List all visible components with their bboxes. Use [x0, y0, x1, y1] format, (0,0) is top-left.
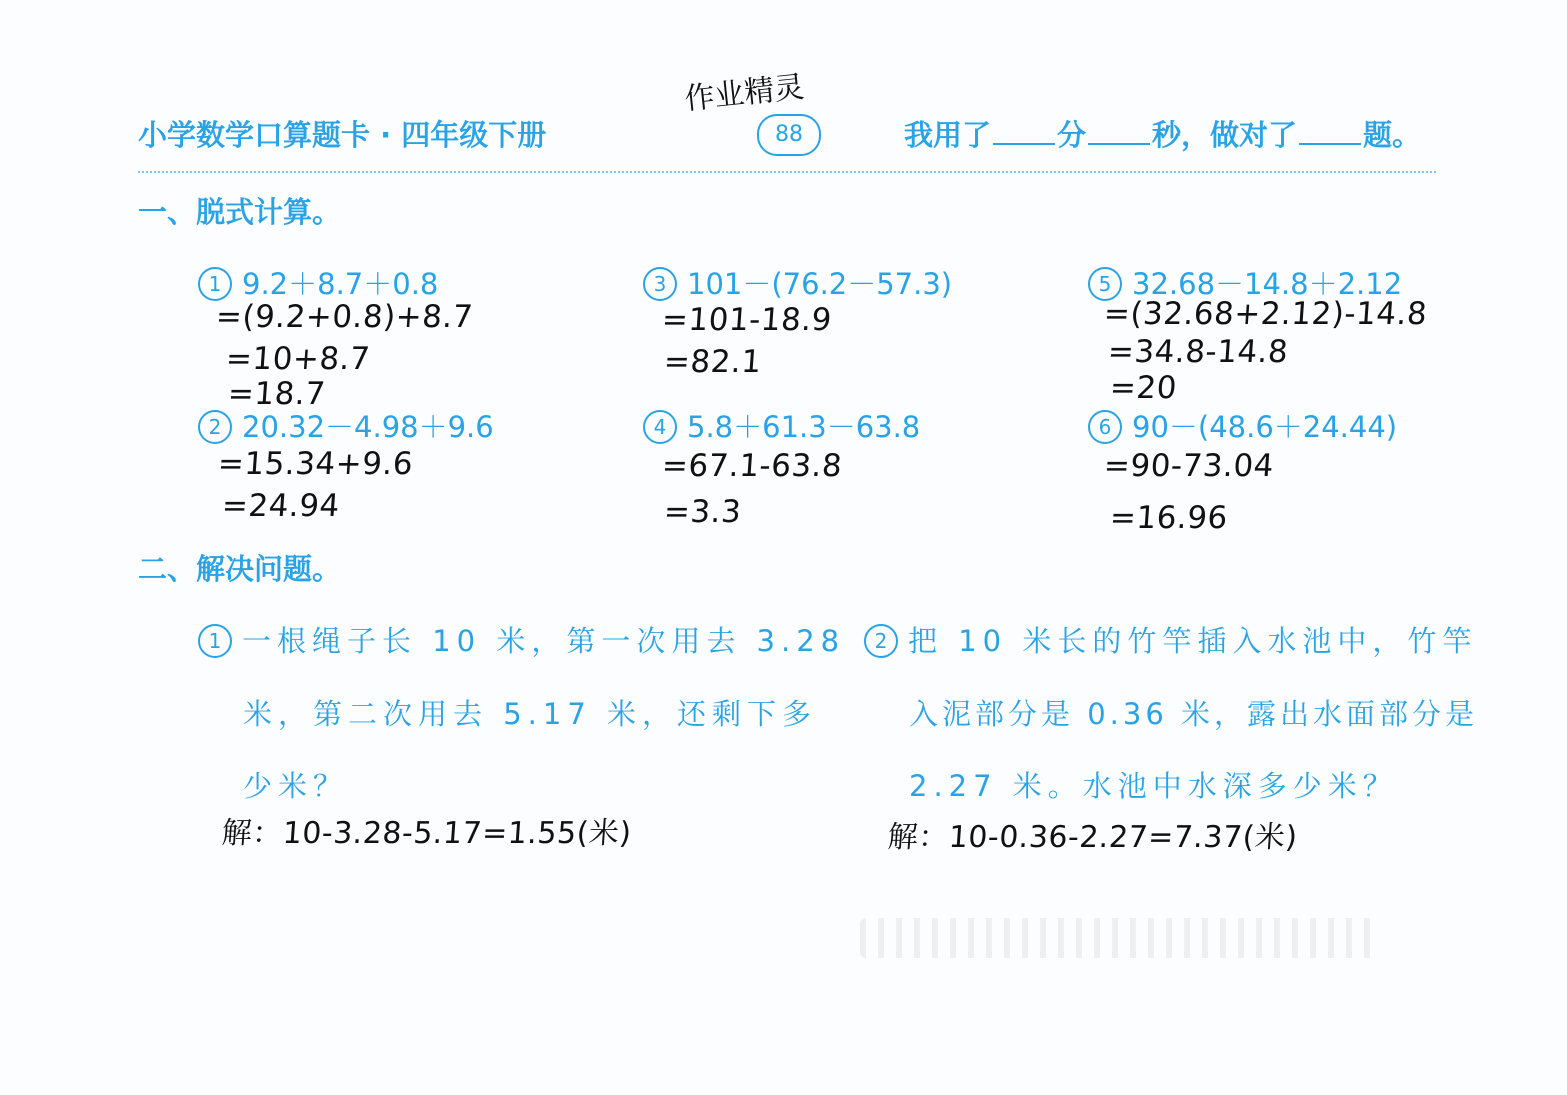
calc-problem-4: [643, 405, 920, 446]
handwritten-step: =82.1: [662, 344, 763, 380]
page-title: 小学数学口算题卡 · 四年级下册: [138, 118, 547, 152]
score-text-3: 秒，做对了: [1152, 118, 1298, 152]
handwritten-step: =15.34+9.6: [216, 446, 415, 482]
calc-problem-6: [1088, 405, 1397, 446]
section2-heading: 二、解决问题。: [138, 552, 342, 586]
problem-number: 5: [1088, 267, 1122, 301]
problem-expression: 9.2＋8.7＋0.8: [242, 267, 439, 301]
word-problem-2-line-1: [864, 619, 1477, 660]
word-problem-1-line-3: 少米？: [243, 769, 349, 803]
problem-text: 把 10 米长的竹竿插入水池中，竹竿: [908, 624, 1478, 658]
page-number-badge: 88: [757, 114, 821, 156]
handwritten-step: =101-18.9: [660, 302, 834, 338]
score-text-2: 分: [1057, 118, 1087, 152]
correct-count-blank: [1299, 119, 1361, 145]
score-text-1: 我用了: [904, 118, 992, 152]
score-line: [904, 113, 1421, 154]
word-problem-2-line-2: 入泥部分是 0.36 米，露出水面部分是: [909, 697, 1479, 731]
word-problem-1-line-2: 米，第二次用去 5.17 米，还剩下多: [243, 697, 818, 731]
minutes-blank: [993, 119, 1055, 145]
problem-expression: 32.68－14.8＋2.12: [1132, 267, 1403, 301]
handwritten-answer-2: 解：10-0.36-2.27=7.37(米): [886, 820, 1299, 855]
calc-problem-2: [198, 405, 494, 446]
seconds-blank: [1088, 119, 1150, 145]
handwritten-step: =24.94: [220, 488, 341, 524]
header-divider: [138, 171, 1436, 173]
problem-number: 2: [198, 410, 232, 444]
handwritten-step: =67.1-63.8: [660, 448, 844, 484]
problem-number: 3: [643, 267, 677, 301]
calc-problem-3: [643, 262, 952, 303]
problem-number: 2: [864, 624, 898, 658]
handwritten-step: =16.96: [1108, 500, 1229, 536]
handwritten-step: =34.8-14.8: [1106, 334, 1290, 370]
handwritten-step: =3.3: [662, 494, 743, 530]
handwritten-step: =18.7: [226, 376, 327, 412]
problem-number: 6: [1088, 410, 1122, 444]
handwritten-step: =10+8.7: [224, 341, 372, 377]
handwritten-step: =(9.2+0.8)+8.7: [214, 299, 475, 335]
stamp-handwriting: 作业精灵: [682, 69, 806, 118]
problem-expression: 101－(76.2－57.3): [687, 267, 953, 301]
problem-text: 一根绳子长 10 米，第一次用去 3.28: [242, 624, 846, 658]
problem-number: 4: [643, 410, 677, 444]
bleed-through-marks: [860, 918, 1380, 958]
problem-number: 1: [198, 267, 232, 301]
score-text-4: 题。: [1363, 118, 1422, 152]
word-problem-1-line-1: [198, 619, 845, 660]
problem-number: 1: [198, 624, 232, 658]
handwritten-step: =90-73.04: [1102, 448, 1276, 484]
problem-expression: 5.8＋61.3－63.8: [687, 410, 921, 444]
handwritten-answer-1: 解：10-3.28-5.17=1.55(米): [220, 816, 633, 851]
problem-expression: 20.32－4.98＋9.6: [242, 410, 494, 444]
word-problem-2-line-3: 2.27 米。水池中水深多少米？: [909, 769, 1398, 803]
section1-heading: 一、脱式计算。: [138, 195, 342, 229]
handwritten-step: =(32.68+2.12)-14.8: [1102, 296, 1429, 332]
problem-expression: 90－(48.6＋24.44): [1132, 410, 1398, 444]
handwritten-step: =20: [1108, 370, 1179, 406]
calc-problem-1: [198, 262, 438, 303]
